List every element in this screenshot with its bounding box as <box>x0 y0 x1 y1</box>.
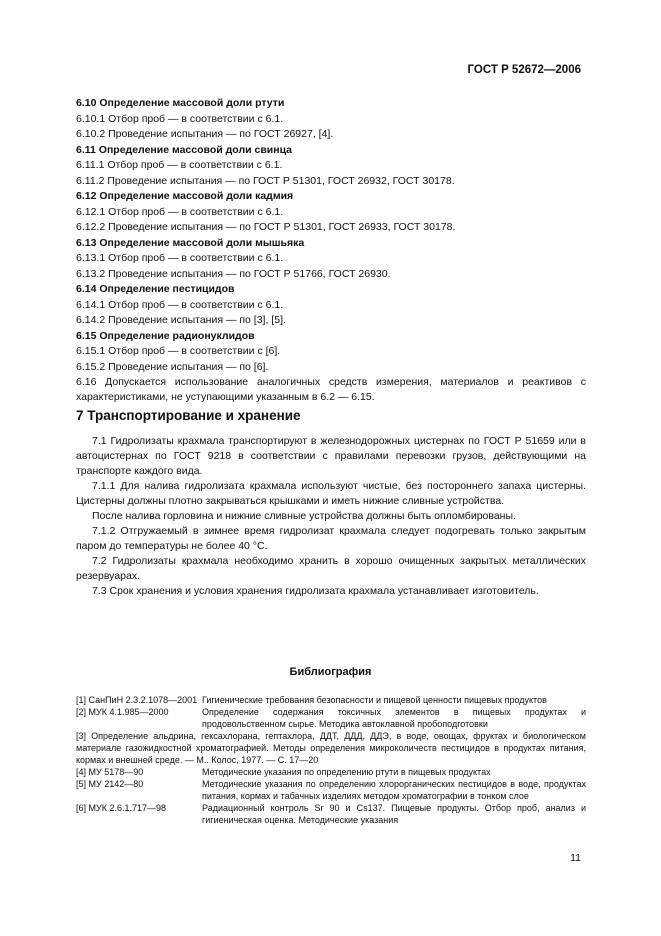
subsection-item: 6.11.1 Отбор проб — в соответствии с 6.1. <box>76 159 283 171</box>
subsection-6-12 <box>76 189 586 236</box>
subsection-6-11 <box>76 143 586 190</box>
subsection-item: 6.15.2 Проведение испытания — по [6]. <box>76 360 269 373</box>
paragraph-7-2: 7.2 Гидролизаты крахмала необходимо хранить в хорошо очищенных закрытых металлических резервуарах. <box>76 555 586 582</box>
bibliography-entry <box>76 778 586 802</box>
bibliography-entry <box>76 706 586 730</box>
subsection-heading: 6.14 Определение пестицидов <box>76 283 235 295</box>
subsection-item: 6.13.1 Отбор проб — в соответствии с 6.1. <box>76 252 284 264</box>
bibliography-entry <box>76 694 586 706</box>
subsection-item: 6.14.2 Проведение испытания — по [3], [5]. <box>76 314 286 326</box>
bibliography-text: Методические указания по определению хлорорганических пестицидов в воде, продуктах питания, кормах и табачных изделиях методом хроматографии в тонком слое <box>202 779 586 801</box>
bibliography-title: Библиография <box>289 666 372 678</box>
bibliography-code: [1] СанПиН 2.3.2.1078—2001 <box>76 695 198 705</box>
bibliography-text: Радиационный контроль Sr 90 и Cs137. Пищевые продукты. Отбор проб, анализ и гигиеническая оценка. Методические указания <box>202 803 586 825</box>
paragraph-7-1-2: 7.1.2 Отгружаемый в зимнее время гидролизат крахмала следует подогревать только закрытым паром до температуры не более 40 °С. <box>76 525 586 552</box>
bibliography-text: Методические указания по определению ртути в пищевых продуктах <box>202 767 491 777</box>
subsection-item: 6.12.1 Отбор проб — в соответствии с 6.1. <box>76 205 284 218</box>
paragraph-7-1-1: 7.1.1 Для налива гидролизата крахмала используют чистые, без постороннего запаха цистерны. Цистерны должны плотно закрываться крышками и иметь нижние сливные устройства. <box>76 480 586 507</box>
subsection-item: 6.15.1 Отбор проб — в соответствии с [6]. <box>76 345 281 357</box>
subsection-heading: 6.11 Определение массовой доли свинца <box>76 143 293 156</box>
paragraph-6-16: 6.16 Допускается использование аналогичных средств измерения, материалов и реактивов с характеристиками, не уступающими указанным в 6.2 — 6.15. <box>76 376 586 403</box>
page-number: 11 <box>570 852 581 864</box>
subsection-6-14 <box>76 282 586 329</box>
subsection-item: 6.12.2 Проведение испытания — по ГОСТ Р 51301, ГОСТ 26933, ГОСТ 30178. <box>76 221 456 233</box>
subsection-heading: 6.15 Определение радионуклидов <box>76 329 255 342</box>
bibliography-entry <box>76 802 586 826</box>
paragraph-sealing: После налива горловина и нижние сливные устройства должны быть опломбированы. <box>92 510 516 522</box>
subsection-6-10 <box>76 96 586 143</box>
subsection-item: 6.10.1 Отбор проб — в соответствии с 6.1. <box>76 112 284 125</box>
bibliography-list <box>76 694 586 826</box>
bibliography-code: [4] МУ 5178—90 <box>76 767 144 777</box>
subsection-item: 6.11.2 Проведение испытания — по ГОСТ Р 51301, ГОСТ 26932, ГОСТ 30178. <box>76 174 455 187</box>
subsection-heading: 6.12 Определение массовой доли кадмия <box>76 190 294 202</box>
bibliography-code: [6] МУК 2.6.1.717—98 <box>76 803 167 813</box>
subsection-item: 6.13.2 Проведение испытания — по ГОСТ Р 51766, ГОСТ 26930. <box>76 267 391 280</box>
bibliography-code: [2] МУК 4.1.985—2000 <box>76 707 169 717</box>
paragraph-7-3: 7.3 Срок хранения и условия хранения гидролизата крахмала устанавливает изготовитель. <box>92 585 539 597</box>
subsection-item: 6.10.2 Проведение испытания — по ГОСТ 26927, [4]. <box>76 128 334 140</box>
subsection-6-15 <box>76 329 586 376</box>
subsection-heading: 6.13 Определение массовой доли мышьяка <box>76 236 305 249</box>
subsection-item: 6.14.1 Отбор проб — в соответствии с 6.1. <box>76 298 284 311</box>
bibliography-text: Определение содержания токсичных элементов в пищевых продуктах и продовольственном сырье. Методика автоклавной пробоподготовки <box>202 707 586 729</box>
bibliography-text: Гигиенические требования безопасности и пищевой ценности пищевых продуктов <box>202 695 547 705</box>
section-7-title: 7 Транспортирование и хранение <box>76 408 301 423</box>
paragraph-7-1: 7.1 Гидролизаты крахмала транспортируют в железнодорожных цистернах по ГОСТ Р 51659 или в автоцистернах по ГОСТ 9218 в соответствии с правилами перевозки грузов, действующими на транспорте каждого вида. <box>76 435 586 477</box>
subsection-heading: 6.10 Определение массовой доли ртути <box>76 97 285 109</box>
bibliography-entry-wide: [3] Определение альдрина, гексахлорана, гептахлора, ДДТ, ДДД, ДДЭ, в воде, овощах, фруктах и биологическом материале газожидкостной хроматографией. Методы определения микроколичеств пестицидов в продуктах питания, кормах и внешней среде. — М.. Колос, 1977. — С. 17—20 <box>76 731 586 765</box>
document-header: ГОСТ Р 52672—2006 <box>467 64 581 76</box>
bibliography-code: [5] МУ 2142—80 <box>76 779 144 789</box>
section-7-body <box>76 434 586 599</box>
bibliography-entry <box>76 766 586 778</box>
subsection-6-13 <box>76 236 586 283</box>
section-6-subsections <box>76 96 586 405</box>
